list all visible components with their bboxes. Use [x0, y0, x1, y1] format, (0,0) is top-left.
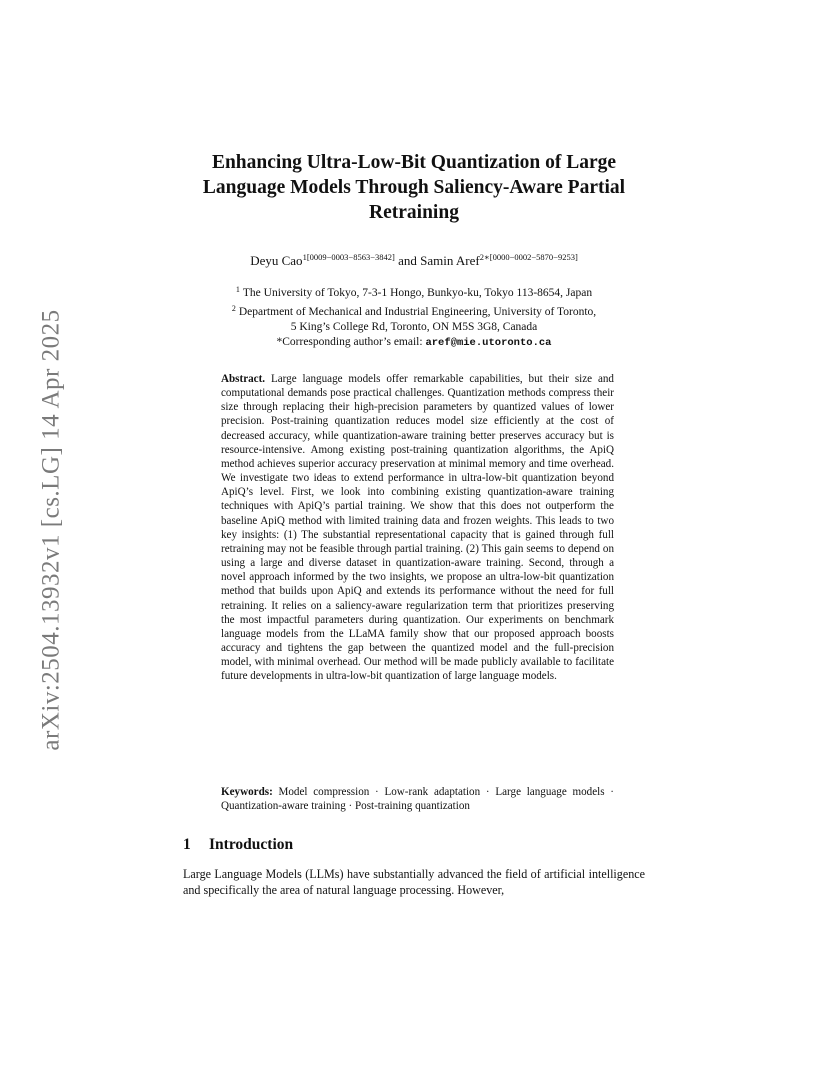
- author-affiliation-orcid: 1[0009−0003−8563−3842]: [302, 252, 395, 262]
- keywords: [221, 785, 614, 813]
- author-name: Samin Aref: [420, 253, 480, 268]
- paper-title: Enhancing Ultra-Low-Bit Quantization of Large Language Models Through Saliency-Aware Partial Retraining: [202, 152, 626, 223]
- arxiv-side-stamp: [36, 300, 68, 760]
- keywords-label: Keywords:: [221, 786, 273, 798]
- affiliations: [170, 282, 658, 351]
- author-line: [170, 252, 658, 269]
- author-name: Deyu Cao: [250, 253, 303, 268]
- section-body-text: Large Language Models (LLMs) have substantially advanced the field of artificial intelligence and specifically the area of natural language processing. However,: [183, 867, 645, 897]
- affiliation-text: Department of Mechanical and Industrial Engineering, University of Toronto,: [238, 306, 597, 318]
- affiliation-line: 5 King’s College Rd, Toronto, ON M5S 3G8, Canada: [290, 321, 538, 333]
- abstract-label: Abstract.: [221, 373, 266, 385]
- affiliation-mark: 1: [235, 285, 240, 294]
- affiliation-line: [170, 301, 658, 320]
- corresponding-email-link[interactable]: aref@mie.utoronto.ca: [425, 337, 552, 349]
- keywords-text: Model compression · Low-rank adaptation · Large language models · Quantization-aware training · Post-training quantization: [221, 786, 614, 813]
- corresponding-label: *Corresponding author’s email:: [276, 336, 423, 348]
- corresponding-author-line: [170, 335, 658, 351]
- affiliation-text: The University of Tokyo, 7-3-1 Hongo, Bunkyo-ku, Tokyo 113-8654, Japan: [242, 287, 593, 299]
- abstract: [221, 372, 614, 683]
- section-title: Introduction: [209, 836, 294, 853]
- author-affiliation-orcid: 2∗[0000−0002−5870−9253]: [479, 252, 578, 262]
- section-heading: [183, 836, 645, 854]
- author-separator: and: [398, 253, 417, 268]
- affiliation-line: [170, 282, 658, 301]
- section-number: 1: [183, 836, 191, 853]
- arxiv-identifier: arXiv:2504.13932v1 [cs.LG] 14 Apr 2025: [38, 309, 66, 751]
- abstract-text: Large language models offer remarkable capabilities, but their size and computational demands pose practical challenges. Quantization methods compress their size through replacing their high-precision parameters by quantized values of lower precision. Post-training quantization reduces model size efficiently at the cost of decreased accuracy, while quantization-aware training better preserves accuracy but is resource-intensive. Among existing post-training quantization algorithms, the ApiQ method achieves superior accuracy preservation at minimal memory and time overhead. We investigate two ideas to extend performance in ultra-low-bit quantization beyond ApiQ’s level. First, we look into combining existing quantization-aware training techniques with ApiQ’s partial training. We show that this does not outperform the baseline ApiQ method with limited training data and frozen weights. This leads to two key insights: (1) The substantial representational capacity that is gained through full retraining may not be feasible through partial training. (2) This gain seems to depend on using a large and diverse dataset in quantization-aware training. Second, through a novel approach informed by the two insights, we propose an ultra-low-bit quantization method that builds upon ApiQ and extends its performance without the need for full retraining. It relies on a saliency-aware regularization term that prioritizes preserving the most impactful parameters during quantization. Our experiments on benchmark language models from the LLaMA family show that our proposed approach boosts accuracy and tightens the gap between the quantized model and the full-precision model, with minimal overhead. Our method will be made publicly available to facilitate future developments in ultra-low-bit quantization of large language models.: [221, 373, 614, 683]
- affiliation-mark: 2: [231, 304, 236, 313]
